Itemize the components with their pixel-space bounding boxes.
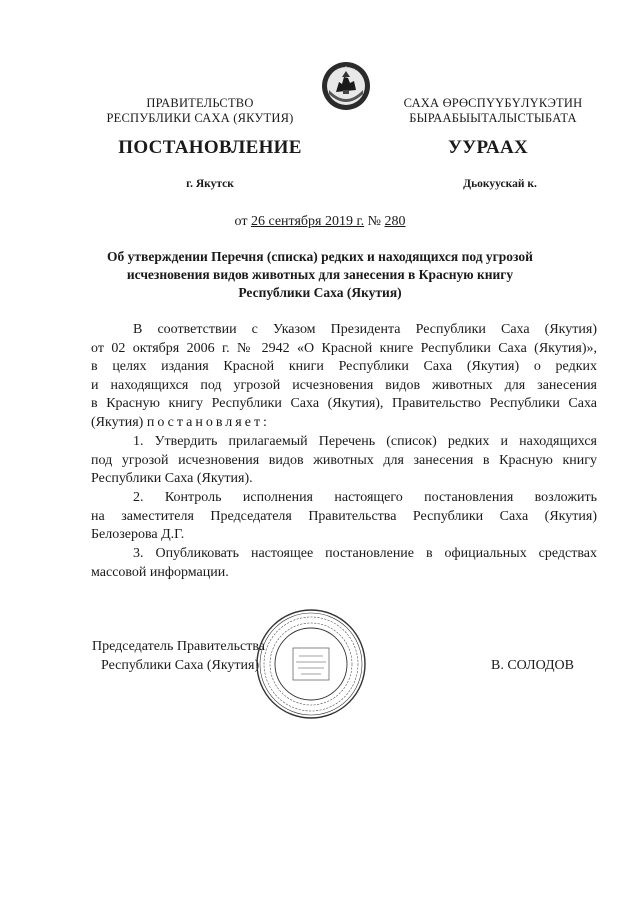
signature-title-line1: Председатель Правительства — [92, 639, 265, 654]
paragraph-line: 2. Контроль исполнения настоящего постановления возложить — [133, 490, 597, 505]
signature-title-line2: Республики Саха (Якутия) — [101, 658, 260, 673]
document-title — [60, 248, 580, 302]
paragraph-line: 3. Опубликовать настоящее постановление в официальных средствах — [133, 546, 597, 561]
paragraph-line: В соответствии с Указом Президента Республики Саха (Якутия) — [133, 322, 597, 337]
paragraph-line-last: Белозерова Д.Г. — [91, 527, 185, 542]
header-left-line2: РЕСПУБЛИКИ САХА (ЯКУТИЯ) — [106, 111, 294, 125]
signature-name: В. СОЛОДОВ — [491, 658, 574, 673]
paragraph-line-last: Республики Саха (Якутия). — [91, 471, 253, 486]
doc-type-right: УУРААХ — [447, 137, 529, 158]
header-right-line2: БЫРААБЫЫТАЛЫСТЫБАТА — [409, 111, 577, 125]
number-sign: № — [367, 214, 381, 229]
coat-of-arms-emblem — [320, 60, 372, 112]
item-3 — [91, 545, 597, 582]
paragraph-line: под угрозой исчезновения видов животных для занесения в Красную книгу — [91, 452, 597, 468]
paragraph-text: (Якутия) — [91, 414, 144, 430]
paragraph-line: 1. Утвердить прилагаемый Перечень (список) редких и находящихся — [133, 434, 597, 449]
paragraph-1 — [91, 321, 597, 432]
postanovlyaet-word: постановляет: — [146, 414, 270, 430]
city-right: Дьокуускай к. — [463, 178, 537, 190]
header-left — [95, 96, 305, 126]
title-line: исчезновения видов животных для занесения в Красную книгу — [126, 267, 514, 282]
date-prefix: от — [234, 214, 248, 229]
doc-type-left: ПОСТАНОВЛЕНИЕ — [118, 137, 302, 158]
header-right-line1: САХА ӨРӨСПҮҮБҮЛҮКЭТИН — [403, 96, 583, 110]
header-right — [388, 96, 598, 126]
paragraph-line: и находящихся под угрозой исчезновения видов животных для занесения — [91, 377, 597, 393]
document-date: 26 сентября 2019 г. — [250, 214, 365, 229]
paragraph-line: в Красную книгу Республики Саха (Якутия), Правительство Республики Саха — [91, 396, 597, 411]
paragraph-line: в целях издания Красной книги Республики Саха (Якутия) о редких — [91, 359, 597, 374]
paragraph-line: от 02 октября 2006 г. № 2942 «О Красной книге Республики Саха (Якутия)», — [91, 340, 597, 356]
title-line: Республики Саха (Якутия) — [238, 285, 402, 300]
item-2 — [91, 489, 597, 545]
paragraph-line-last: массовой информации. — [91, 564, 229, 580]
paragraph-line: на заместителя Председателя Правительства Республики Саха (Якутия) — [91, 508, 597, 524]
header-left-line1: ПРАВИТЕЛЬСТВО — [146, 96, 254, 110]
date-line — [0, 214, 640, 230]
document-number: 280 — [384, 214, 406, 229]
official-stamp — [255, 608, 367, 720]
title-line: Об утверждении Перечня (списка) редких и находящихся под угрозой — [107, 249, 533, 264]
city-left: г. Якутск — [186, 178, 234, 190]
paragraph-line-last — [91, 414, 597, 433]
item-1 — [91, 433, 597, 489]
